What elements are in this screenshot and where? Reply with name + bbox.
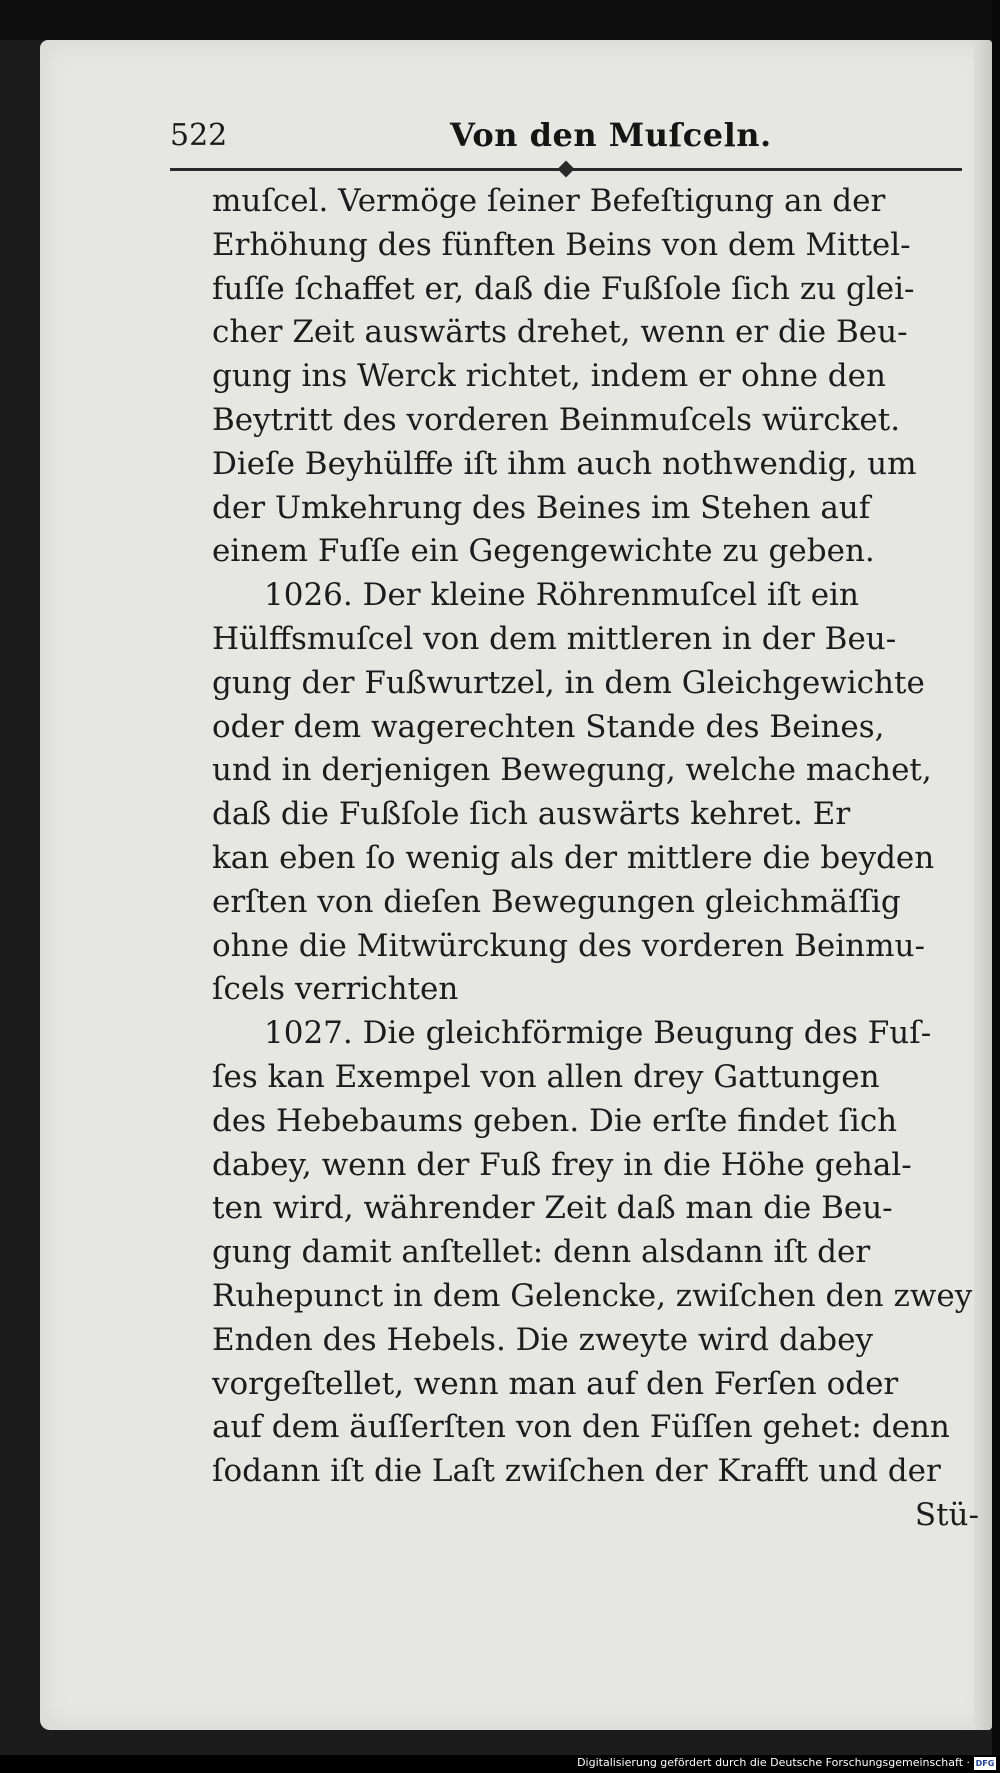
dfg-logo: DFG xyxy=(975,1759,995,1768)
body-text xyxy=(212,180,987,1538)
running-title: Von den Muſceln. xyxy=(450,116,772,154)
text-line: Beytritt des vorderen Beinmuſcels würcket. xyxy=(212,401,901,438)
page-header xyxy=(170,118,970,158)
digitization-footer xyxy=(0,1755,1000,1773)
text-line: cher Zeit auswärts drehet, wenn er die Beu- xyxy=(212,314,908,351)
text-line: dabey, wenn der Fuß frey in die Höhe gehal- xyxy=(212,1146,912,1183)
text-line: Enden des Hebels. Die zweyte wird dabey xyxy=(212,1321,874,1358)
text-line: ſes kan Exempel von allen drey Gattungen xyxy=(212,1058,880,1095)
text-line: gung damit anſtellet: denn alsdann iſt der xyxy=(212,1234,871,1271)
text-line: und in derjenigen Bewegung, welche machet, xyxy=(212,752,932,789)
text-line: erſten von dieſen Bewegungen gleichmäſſig xyxy=(212,883,901,920)
text-line: gung ins Werck richtet, indem er ohne den xyxy=(212,358,886,395)
paragraph-1026-start: 1026. Der kleine Röhrenmuſcel iſt ein xyxy=(264,577,859,614)
text-line: des Hebebaums geben. Die erſte findet ſich xyxy=(212,1102,898,1139)
text-line: gung der Fußwurtzel, in dem Gleichgewichte xyxy=(212,664,925,701)
text-line: einem Fuſſe ein Gegengewichte zu geben. xyxy=(212,533,875,570)
text-line: Hülffsmuſcel von dem mittleren in der Beu- xyxy=(212,620,897,657)
page-number: 522 xyxy=(170,118,228,153)
text-line: Dieſe Beyhülffe iſt ihm auch nothwendig, um xyxy=(212,445,917,482)
text-line: oder dem wagerechten Stande des Beines, xyxy=(212,708,885,745)
text-line: ſcels verrichten xyxy=(212,971,459,1008)
text-line: ſodann iſt die Laſt zwiſchen der Krafft und der xyxy=(212,1453,941,1490)
paragraph-1027-start: 1027. Die gleichförmige Beugung des Fuſ- xyxy=(264,1015,932,1052)
text-line: kan eben ſo wenig als der mittlere die beyden xyxy=(212,839,935,876)
text-line: auf dem äuſſerſten von den Füſſen gehet: denn xyxy=(212,1409,950,1446)
text-line: ten wird, währender Zeit daß man die Beu- xyxy=(212,1190,893,1227)
text-line: der Umkehrung des Beines im Stehen auf xyxy=(212,489,871,526)
text-line: Ruhepunct in dem Gelencke, zwiſchen den zwey xyxy=(212,1277,973,1314)
text-line: ohne die Mitwürckung des vorderen Beinmu- xyxy=(212,927,925,964)
catchword: Stü- xyxy=(914,1496,979,1533)
text-line: muſcel. Vermöge ſeiner Befeſtigung an der xyxy=(212,183,886,219)
text-line: Erhöhung des fünften Beins von dem Mittel- xyxy=(212,226,911,263)
text-line: vorgeſtellet, wenn man auf den Ferſen oder xyxy=(212,1365,899,1402)
funding-notice: Digitalisierung gefördert durch die Deutsche Forschungsgemeinschaft · xyxy=(577,1756,970,1769)
scan-background-right xyxy=(992,0,1000,1773)
text-line: daß die Fußſole ſich auswärts kehret. Er xyxy=(212,796,851,833)
text-line: fuſſe ſchaffet er, daß die Fußſole ſich zu glei- xyxy=(212,270,915,307)
scan-background-top xyxy=(0,0,1000,40)
